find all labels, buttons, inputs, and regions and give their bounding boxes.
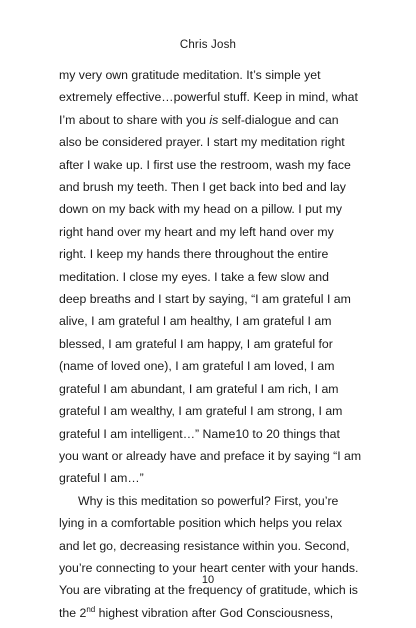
text-line: Why is this meditation so powerful? First, you’re [78, 493, 339, 508]
text-line: You are vibrating at the frequency of gratitude, which is [59, 583, 358, 598]
text-line: my very own gratitude meditation. It’s simple yet [59, 68, 321, 82]
emphasis-text: is [209, 112, 219, 127]
text-line: after I wake up. I first use the restroom, wash my face [59, 157, 351, 172]
page-number: 10 [201, 574, 215, 586]
text-line: down on my back with my head on a pillow. I put my [59, 202, 342, 217]
text-line: lying in a comfortable position which helps you relax [59, 516, 342, 531]
text-line: grateful I am intelligent…” Name10 to 20 things that [59, 426, 340, 441]
text-line: and brush my teeth. Then I get back into bed and lay [59, 180, 346, 195]
running-header-author: Chris Josh [179, 39, 237, 51]
body-text [59, 64, 361, 624]
text-line: extremely effective…powerful stuff. Keep in mind, what [59, 90, 358, 105]
text-line: grateful I am abundant, I am grateful I am rich, I am [59, 381, 339, 396]
text-line: (name of loved one), I am grateful I am loved, I am [59, 359, 335, 374]
text-line: right. I keep my hands there throughout the entire [59, 247, 329, 262]
text-line: you’re connecting to your heart center with your hands. [59, 560, 359, 575]
text-line: right hand over my heart and my left hand over my [59, 224, 334, 239]
text-line: grateful I am wealthy, I am grateful I am strong, I am [59, 404, 343, 419]
text-line: you want or already have and preface it by saying “I am [59, 448, 362, 463]
text-line: and let go, decreasing resistance within you. Second, [59, 538, 350, 553]
text-line: alive, I am grateful I am healthy, I am grateful I am [59, 314, 332, 329]
text-line: meditation. I close my eyes. I take a few slow and [59, 269, 329, 284]
text-line: the 2nd highest vibration after God Consciousness, [59, 604, 334, 620]
text-line: also be considered prayer. I start my meditation right [59, 135, 345, 150]
text-line: blessed, I am grateful I am happy, I am grateful for [59, 336, 333, 351]
ordinal-superscript: nd [86, 604, 96, 614]
text-line: deep breaths and I start by saying, “I am grateful I am [59, 292, 351, 307]
text-line: I’m about to share with you is self-dialogue and can [59, 112, 339, 127]
text-line: grateful I am…” [59, 471, 144, 486]
